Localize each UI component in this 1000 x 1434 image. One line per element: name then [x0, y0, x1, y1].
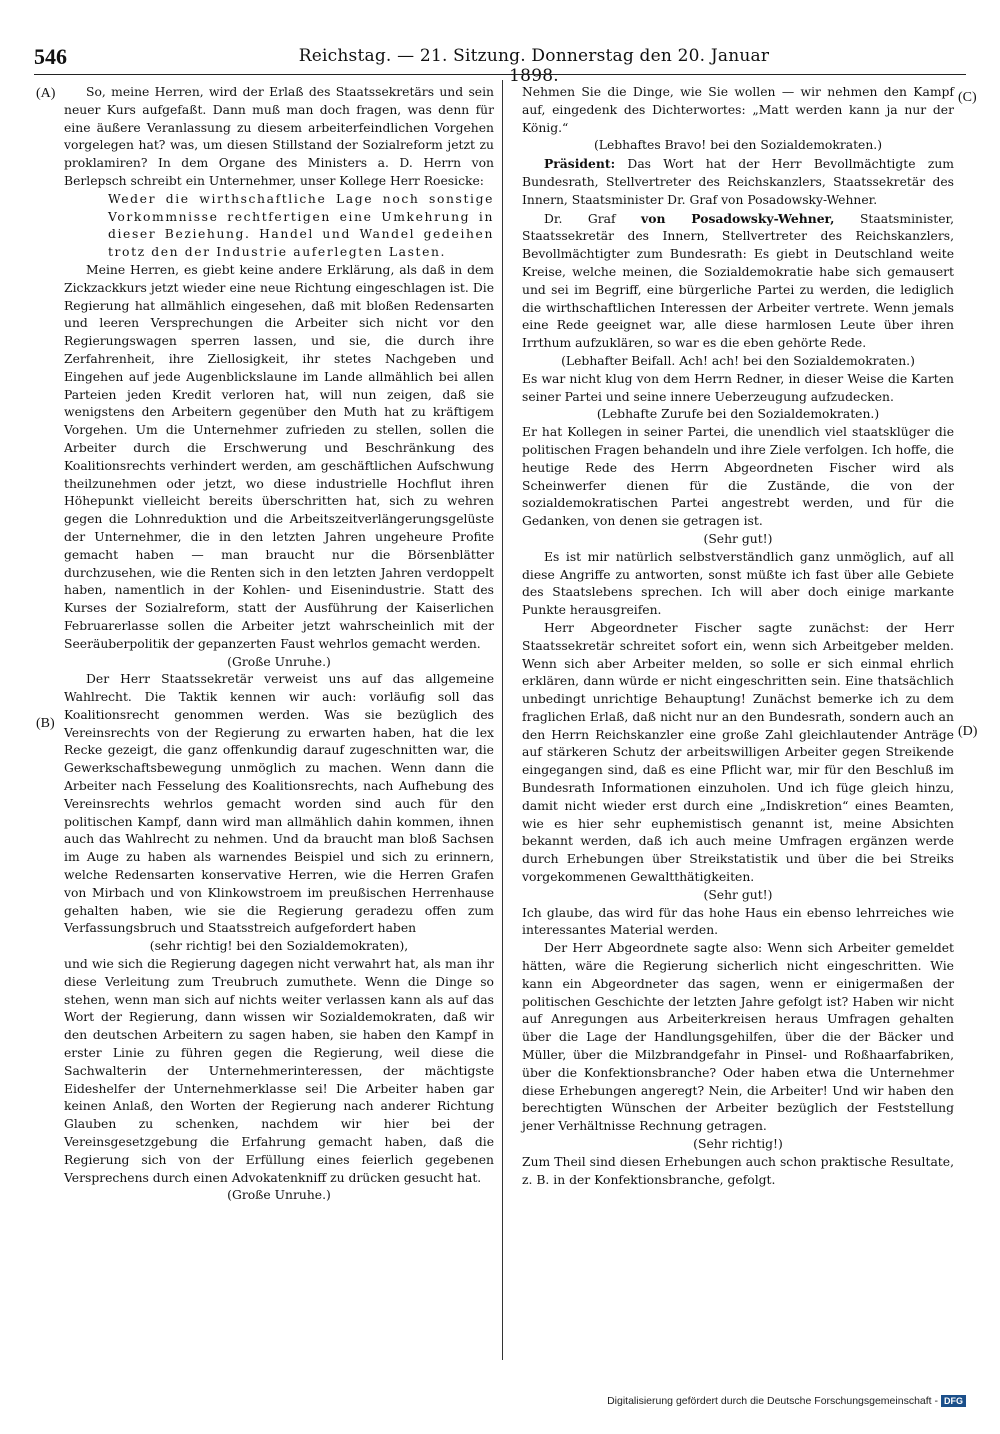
speaker-name: Präsident:: [544, 156, 616, 172]
digitization-credit: [607, 1395, 966, 1407]
speech-text: Staatsminister, Staatssekretär des Innern, Stellvertreter des Reichskanzlers, Bevollmächtigter zum Bundesrath: Es giebt in Deutschland weite Kreise, welche meinen, die Sozialdemokratie habe sich gemausert und sei im Begriff, eine bürgerliche Partei zu werden, die lediglich die wirthschaftlichen Interessen der Arbeiter vertrete. Wenn jemals eine Rede geeignet war, alle diese harmlosen Leute über ihren Irrthum aufzuklären, so war es die eben gehörte Rede.: [522, 211, 954, 351]
speaker-name: von Posadowsky-Wehner,: [641, 210, 835, 226]
interjection: (Sehr gut!): [703, 531, 773, 546]
interjection: (sehr richtig! bei den Sozialdemokraten),: [149, 939, 409, 954]
paragraph: Zum Theil sind diesen Erhebungen auch schon praktische Resultate, z. B. in der Konfektionsbranche, gefolgt.: [522, 1154, 954, 1187]
margin-marker-b: (B): [36, 716, 55, 731]
header-rule: [34, 74, 966, 75]
column-divider: [502, 80, 503, 1360]
interjection: (Große Unruhe.): [227, 654, 331, 669]
interjection: (Sehr gut!): [703, 887, 773, 902]
paragraph: Herr Abgeordneter Fischer sagte zunächst: der Herr Staatssekretär schreitet sofort ein, wenn sich Arbeitgeber melden. Wenn sich aber Arbeiter melden, so solle er sich einmal ehrlich erklären, dann würde er nicht eingeschritten sein. Eine thatsächlich unbedingt unrichtige Behauptung! Zunächst bemerke ich zu dem fraglichen Erlaß, daß nicht nur an den Bundesrath, sondern auch an den Herrn Reichskanzler eine große Zahl gleichlautender Anträge auf stärkeren Schutz der arbeitswilligen Arbeiter gegen Streikende eingegangen sind, daß es eine Pflicht war, mir für den Beschluß im Bundesrath Informationen einzuholen. Und ich füge gleich hinzu, damit nicht wieder erst durch eine „Indiskretion“ eines Beamten, wie es hier sehr euphemistisch genannt ist, meine Absichten bekannt werden, daß ich auch meine Umfragen ergänzen werde durch Erhebungen über Streikstatistik und über die bei Streiks vorgekommenen Gewaltthätigkeiten.: [522, 620, 954, 885]
margin-marker-c: (C): [958, 90, 977, 105]
right-column: [522, 84, 954, 1189]
page-header: [34, 40, 966, 86]
dfg-logo: DFG: [941, 1395, 966, 1407]
paragraph: Es war nicht klug von dem Herrn Redner, in dieser Weise die Karten seiner Partei und seine innere Ueberzeugung aufzudecken.: [522, 371, 954, 404]
page-number: 546: [34, 44, 67, 69]
paragraph: [522, 155, 954, 209]
interjection: (Sehr richtig!): [693, 1137, 783, 1152]
paragraph: Es ist mir natürlich selbstverständlich ganz unmöglich, auf all diese Angriffe zu antworten, sonst müßte ich fast über alle Gebiete des Staatslebens sprechen. Ich will aber doch einige markante Punkte herausgreifen.: [522, 549, 954, 618]
block-quote: Weder die wirthschaftliche Lage noch sonstige Vorkommnisse rechtfertigen eine Umkehrung in dieser Beziehung. Handel und Wandel gedeihen trotz den der Industrie auferlegten Lasten.: [108, 191, 494, 260]
paragraph: So, meine Herren, wird der Erlaß des Staatssekretärs und sein neuer Kurs aufgefaßt. Dann muß man doch fragen, was denn für eine äußere Veranlassung zu diesem arbeiterfeindlichen Vorgehen vorgelegen hat? was, um diesen Stillstand der Sozialreform jetzt zu proklamiren? In dem Organe des Ministers a. D. Herrn von Berlepsch schreibt ein Unternehmer, unser Kollege Herr Roesicke:: [64, 85, 494, 188]
margin-marker-a: (A): [36, 86, 56, 101]
interjection: (Große Unruhe.): [227, 1188, 331, 1203]
interjection: (Lebhafter Beifall. Ach! ach! bei den Sozialdemokraten.): [561, 353, 915, 368]
speaker-prefix: Dr. Graf: [544, 211, 642, 226]
margin-marker-d: (D): [958, 724, 978, 739]
paragraph: Meine Herren, es giebt keine andere Erklärung, als daß in dem Zickzackkurs jetzt wieder eine neue Richtung eingeschlagen ist. Die Regierung hat allmählich eingesehen, daß mit bloßen Redensarten und leeren Versprechungen die Arbeiter sich nicht vor den Regierungswagen sperren lassen, und sie, die durch ihre Zerfahrenheit, ihre Ziellosigkeit, ihr stetes Nachgeben und Eingehen auf jede Augenblickslaune im Lande allmählich bei allen Parteien jeden Kredit verloren hat, will nun zeigen, daß sie wenigstens den Arbeitern gegenüber den Muth hat zu kräftigem Vorgehen. Um die Unternehmer zufrieden zu stellen, sollen die Arbeiter durch die Erschwerung und Beschränkung des Koalitionsrechts verhindert werden, am geschäftlichen Aufschwung theilzunehmen oder jetzt, wo diese industrielle Hochflut ihren Höhepunkt vielleicht bereits überschritten hat, sich zu wehren gegen die Lohnreduktion und die Arbeitszeitverlängerungsgelüste der Unternehmer, die in den letzten Jahren ungeheure Profite gemacht haben — man braucht nur die Börsenblätter durchzusehen, wie die Renten sich in den letzten Jahren verdoppelt haben, namentlich in der Kohlen- und Eisenindustrie. Statt des Kurses der Sozialreform, statt der Ausführung der Kaiserlichen Februarerlasse sollen die Arbeiter jetzt wahrscheinlich mit der Seeräuberpolitik der gepanzerten Faust wehrlos gemacht werden.: [64, 262, 494, 651]
paragraph: Er hat Kollegen in seiner Partei, die unendlich viel staatsklüger die politischen Fragen behandeln und ihre Ziele verfolgen. Ich hoffe, die heutige Rede des Herrn Abgeordneten Fischer wird als Scheinwerfer dienen für die Zustände, die von der sozialdemokratischen Partei angestrebt werden, und für die Gedanken, von denen sie getragen ist.: [522, 425, 954, 529]
paragraph: Ich glaube, das wird für das hohe Haus ein ebenso lehrreiches wie interessantes Material werden.: [522, 905, 954, 938]
interjection: (Lebhafte Zurufe bei den Sozialdemokraten.): [596, 407, 880, 422]
paragraph: und wie sich die Regierung dagegen nicht verwahrt hat, als man ihr diese Verleitung zum Treubruch zumuthete. Wenn die Dinge so stehen, wenn man sich auf nichts weiter verlassen kann als auf das Wort der Regierung, dann wissen wir Sozialdemokraten, daß wir den deutschen Arbeitern zu sagen haben, sie haben den Kampf in erster Linie zu führen gegen die Regierung, weil diese die Sachwalterin der Unternehmerinteressen, der mächtigste Eideshelfer der Unternehmerklasse sei! Die Arbeiter haben gar keinen Anlaß, den Worten der Regierung nach anderer Richtung Glauben zu schenken, nachdem wir hier bei der Vereinsgesetzgebung die Erfahrung gemacht haben, daß die Regierung sich von der Erfüllung eines feierlich gegebenen Versprechens durch einen Advokatenkniff zu drücken gesucht hat.: [64, 957, 494, 1185]
left-column: [64, 84, 494, 1205]
paragraph: Der Herr Staatssekretär verweist uns auf das allgemeine Wahlrecht. Die Taktik kennen wir auch: vorläufig soll das Koalitionsrecht genommen werden. Was sie bezüglich des Vereinsrechts von der Regierung zu erwarten haben, hat die lex Recke gezeigt, die ganz offenkundig darauf zugeschnitten war, die Gewerkschaftsbewegung unmöglich zu machen. Wenn dann die Arbeiter nach Fesselung des Koalitionsrechts, nach Aufhebung des Vereinsrechts wehrlos gemacht worden sind auch für den politischen Kampf, dann wird man allmählich dahin kommen, ihnen auch das Wahlrecht zu nehmen. Und da braucht man bloß Sachsen im Auge zu haben als warnendes Beispiel und sich zu erinnern, welche Redensarten konservative Herren, wie die Herren Grafen von Mirbach und von Klinkowstroem im preußischen Herrenhause gehalten haben, wie sie die Regierung geradezu offen zum Verfassungsbruch und Staatsstreich aufgefordert haben: [64, 672, 494, 936]
speech-text: Das Wort hat der Herr Bevollmächtigte zum Bundesrath, Stellvertreter des Reichskanzlers, Staatssekretär des Innern, Staatsminister Dr. Graf von Posadowsky-Wehner.: [522, 157, 954, 207]
running-title: Reichstag. — 21. Sitzung. Donnerstag den 20. Januar 1898.: [298, 46, 770, 86]
paragraph: Der Herr Abgeordnete sagte also: Wenn sich Arbeiter gemeldet hätten, wäre die Regierung sicherlich nicht eingeschritten. Wie kann ein Abgeordneter das sagen, wenn er einigermaßen der politischen Geschichte der letzten Jahre gefolgt ist? Haben wir nicht auf Anregungen aus Arbeiterkreisen heraus Umfragen gehalten über die Lage der Handlungsgehilfen, über die der Bäcker und Müller, über die Milzbrandgefahr in Pinsel- und Roßhaarfabriken, über die Konfektionsbranche? Oder haben etwa die Unternehmer diese Erhebungen angeregt? Nein, die Arbeiter! Und wir haben den berechtigten Wünschen der Arbeiter bezüglich der Feststellung jener Verhältnisse Rechnung getragen.: [522, 941, 954, 1134]
paragraph: [522, 210, 954, 353]
paragraph: Nehmen Sie die Dinge, wie Sie wollen — wir nehmen den Kampf auf, eingedenk des Dichterwortes: „Matt werden kann ja nur der König.“: [522, 85, 954, 135]
interjection: (Lebhaftes Bravo! bei den Sozialdemokraten.): [593, 138, 883, 153]
credit-text: Digitalisierung gefördert durch die Deutsche Forschungsgemeinschaft -: [607, 1395, 938, 1407]
